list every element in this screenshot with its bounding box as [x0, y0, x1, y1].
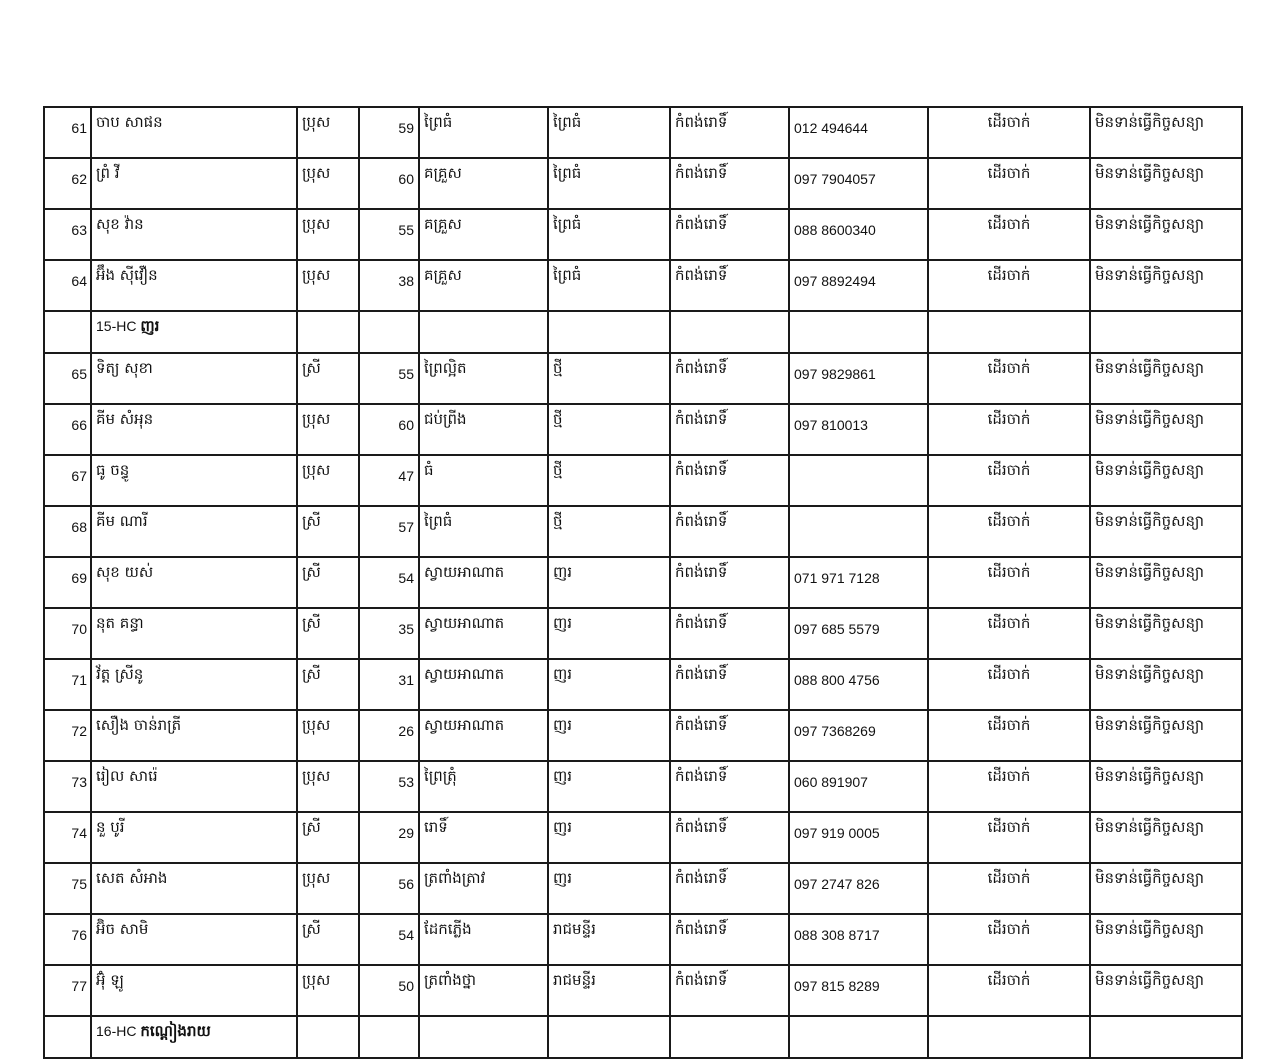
person-name: គីម ណារី — [91, 506, 297, 557]
person-name: សុខ យស់ — [91, 557, 297, 608]
sex-cell: ប្រុស — [297, 107, 359, 158]
village-cell: ព្រៃល្អិត — [419, 353, 548, 404]
district-cell: កំពង់រោទិ៍ — [670, 659, 789, 710]
person-name: ធូ ចន្ធូ — [91, 455, 297, 506]
sex-cell: ស្រី — [297, 608, 359, 659]
travel-cell: ដើរចាក់ — [928, 158, 1090, 209]
table-row — [44, 608, 1242, 659]
sex-cell: ប្រុស — [297, 863, 359, 914]
row-number: 68 — [44, 506, 91, 557]
phone-cell — [789, 506, 928, 557]
district-cell: កំពង់រោទិ៍ — [670, 557, 789, 608]
phone-cell: 097 9829861 — [789, 353, 928, 404]
travel-cell: ដើរចាក់ — [928, 914, 1090, 965]
commune-cell: ថ្មី — [548, 353, 670, 404]
travel-cell: ដើរចាក់ — [928, 209, 1090, 260]
age-cell — [359, 404, 419, 455]
commune-cell: រាជមន្ទីរ — [548, 965, 670, 1016]
empty-cell — [1090, 311, 1242, 353]
row-number: 73 — [44, 761, 91, 812]
sex-cell: ប្រុស — [297, 260, 359, 311]
village-cell: ត្រពាំងថ្នា — [419, 965, 548, 1016]
empty-cell — [548, 311, 670, 353]
village-cell: ស្វាយអាណាត — [419, 659, 548, 710]
age-cell — [359, 710, 419, 761]
status-cell: មិនទាន់ធ្វើកិច្ចសន្យា — [1090, 659, 1242, 710]
age-value: 35 — [398, 621, 414, 637]
person-name: ព្រំ វី — [91, 158, 297, 209]
age-cell — [359, 158, 419, 209]
age-cell — [359, 260, 419, 311]
status-cell: មិនទាន់ធ្វើកិច្ចសន្យា — [1090, 404, 1242, 455]
village-cell: គគ្រួស — [419, 158, 548, 209]
empty-cell — [670, 1016, 789, 1058]
sex-cell: ស្រី — [297, 812, 359, 863]
age-cell — [359, 455, 419, 506]
sex-cell: ប្រុស — [297, 965, 359, 1016]
phone-cell: 097 685 5579 — [789, 608, 928, 659]
table-row — [44, 914, 1242, 965]
travel-cell: ដើរចាក់ — [928, 710, 1090, 761]
phone-cell: 097 7368269 — [789, 710, 928, 761]
status-cell: មិនទាន់ធ្វើកិច្ចសន្យា — [1090, 710, 1242, 761]
section-header-row — [44, 1016, 1242, 1058]
phone-cell: 088 800 4756 — [789, 659, 928, 710]
age-value: 57 — [398, 519, 414, 535]
district-cell: កំពង់រោទិ៍ — [670, 761, 789, 812]
section-place: ញរ — [140, 317, 160, 335]
table-row — [44, 761, 1242, 812]
age-cell — [359, 353, 419, 404]
village-cell: រោទិ៍ — [419, 812, 548, 863]
village-cell: ស្វាយអាណាត — [419, 608, 548, 659]
village-cell: ស្វាយអាណាត — [419, 557, 548, 608]
registry-table-body — [44, 107, 1242, 1058]
village-cell: គគ្រួស — [419, 260, 548, 311]
district-cell: កំពង់រោទិ៍ — [670, 965, 789, 1016]
table-row — [44, 812, 1242, 863]
table-row — [44, 455, 1242, 506]
sex-cell: ស្រី — [297, 659, 359, 710]
district-cell: កំពង់រោទិ៍ — [670, 608, 789, 659]
age-value: 60 — [398, 171, 414, 187]
travel-cell: ដើរចាក់ — [928, 659, 1090, 710]
table-row — [44, 863, 1242, 914]
table-row — [44, 506, 1242, 557]
commune-cell: ញរ — [548, 608, 670, 659]
row-number: 74 — [44, 812, 91, 863]
district-cell: កំពង់រោទិ៍ — [670, 914, 789, 965]
empty-cell — [359, 311, 419, 353]
travel-cell: ដើរចាក់ — [928, 260, 1090, 311]
person-name: អ៊ុំ ឡូ — [91, 965, 297, 1016]
person-name: ចាប សាផន — [91, 107, 297, 158]
table-row — [44, 209, 1242, 260]
row-number: 67 — [44, 455, 91, 506]
phone-cell: 097 815 8289 — [789, 965, 928, 1016]
empty-cell — [297, 1016, 359, 1058]
person-name: វ័ត្ត ស្រីនូ — [91, 659, 297, 710]
commune-cell: ព្រៃធំ — [548, 260, 670, 311]
age-value: 55 — [398, 366, 414, 382]
phone-cell: 097 8892494 — [789, 260, 928, 311]
section-header-row — [44, 311, 1242, 353]
age-cell — [359, 761, 419, 812]
status-cell: មិនទាន់ធ្វើកិច្ចសន្យា — [1090, 812, 1242, 863]
row-number: 63 — [44, 209, 91, 260]
table-row — [44, 710, 1242, 761]
status-cell: មិនទាន់ធ្វើកិច្ចសន្យា — [1090, 506, 1242, 557]
row-number: 77 — [44, 965, 91, 1016]
person-name: ទិត្យ សុខា — [91, 353, 297, 404]
phone-cell: 097 7904057 — [789, 158, 928, 209]
sex-cell: ប្រុស — [297, 455, 359, 506]
travel-cell: ដើរចាក់ — [928, 812, 1090, 863]
district-cell: កំពង់រោទិ៍ — [670, 404, 789, 455]
empty-cell — [928, 311, 1090, 353]
status-cell: មិនទាន់ធ្វើកិច្ចសន្យា — [1090, 353, 1242, 404]
empty-cell — [928, 1016, 1090, 1058]
age-cell — [359, 914, 419, 965]
status-cell: មិនទាន់ធ្វើកិច្ចសន្យា — [1090, 209, 1242, 260]
table-row — [44, 353, 1242, 404]
travel-cell: ដើរចាក់ — [928, 353, 1090, 404]
age-value: 59 — [398, 120, 414, 136]
table-row — [44, 404, 1242, 455]
village-cell: ដែកភ្លើង — [419, 914, 548, 965]
district-cell: កំពង់រោទិ៍ — [670, 710, 789, 761]
sex-cell: ស្រី — [297, 506, 359, 557]
village-cell: គគ្រួស — [419, 209, 548, 260]
commune-cell: ញរ — [548, 761, 670, 812]
age-value: 38 — [398, 273, 414, 289]
table-row — [44, 557, 1242, 608]
section-place: កណ្ដៀងរាយ — [140, 1022, 211, 1040]
empty-cell — [1090, 1016, 1242, 1058]
travel-cell: ដើរចាក់ — [928, 107, 1090, 158]
status-cell: មិនទាន់ធ្វើកិច្ចសន្យា — [1090, 557, 1242, 608]
section-label — [91, 1016, 297, 1058]
empty-cell — [44, 1016, 91, 1058]
phone-cell: 060 891907 — [789, 761, 928, 812]
row-number: 69 — [44, 557, 91, 608]
section-code: 15-HC — [96, 318, 137, 334]
travel-cell: ដើរចាក់ — [928, 455, 1090, 506]
age-cell — [359, 608, 419, 659]
age-cell — [359, 107, 419, 158]
sex-cell: ប្រុស — [297, 158, 359, 209]
village-cell: ព្រៃធំ — [419, 107, 548, 158]
commune-cell: រាជមន្ទីរ — [548, 914, 670, 965]
table-row — [44, 965, 1242, 1016]
sex-cell: ប្រុស — [297, 761, 359, 812]
row-number: 71 — [44, 659, 91, 710]
person-name: នួ បូរី — [91, 812, 297, 863]
district-cell: កំពង់រោទិ៍ — [670, 812, 789, 863]
section-code: 16-HC — [96, 1023, 137, 1039]
commune-cell: ញរ — [548, 812, 670, 863]
village-cell: ព្រៃត្រុំ — [419, 761, 548, 812]
age-cell — [359, 557, 419, 608]
commune-cell: ព្រៃធំ — [548, 158, 670, 209]
registry-table — [43, 106, 1243, 1059]
district-cell: កំពង់រោទិ៍ — [670, 455, 789, 506]
age-value: 53 — [398, 774, 414, 790]
status-cell: មិនទាន់ធ្វើកិច្ចសន្យា — [1090, 761, 1242, 812]
sex-cell: ប្រុស — [297, 209, 359, 260]
empty-cell — [670, 311, 789, 353]
phone-cell: 088 8600340 — [789, 209, 928, 260]
commune-cell: ថ្មី — [548, 455, 670, 506]
status-cell: មិនទាន់ធ្វើកិច្ចសន្យា — [1090, 608, 1242, 659]
status-cell: មិនទាន់ធ្វើកិច្ចសន្យា — [1090, 455, 1242, 506]
commune-cell: ញរ — [548, 659, 670, 710]
village-cell: ធំ — [419, 455, 548, 506]
travel-cell: ដើរចាក់ — [928, 761, 1090, 812]
empty-cell — [548, 1016, 670, 1058]
row-number: 65 — [44, 353, 91, 404]
commune-cell: ញរ — [548, 710, 670, 761]
person-name: សេត សំអាង — [91, 863, 297, 914]
person-name: សុខ វ៉ាន — [91, 209, 297, 260]
person-name: សឿង ចាន់រាត្រី — [91, 710, 297, 761]
empty-cell — [359, 1016, 419, 1058]
commune-cell: ថ្មី — [548, 506, 670, 557]
sex-cell: ប្រុស — [297, 710, 359, 761]
row-number: 70 — [44, 608, 91, 659]
phone-cell: 088 308 8717 — [789, 914, 928, 965]
empty-cell — [789, 311, 928, 353]
age-value: 56 — [398, 876, 414, 892]
row-number: 62 — [44, 158, 91, 209]
person-name: អ៊ឹង ស៊ីវឿន — [91, 260, 297, 311]
age-value: 54 — [398, 570, 414, 586]
travel-cell: ដើរចាក់ — [928, 404, 1090, 455]
district-cell: កំពង់រោទិ៍ — [670, 209, 789, 260]
row-number: 64 — [44, 260, 91, 311]
phone-cell: 097 810013 — [789, 404, 928, 455]
empty-cell — [419, 311, 548, 353]
age-value: 60 — [398, 417, 414, 433]
table-row — [44, 158, 1242, 209]
empty-cell — [419, 1016, 548, 1058]
age-value: 55 — [398, 222, 414, 238]
age-value: 31 — [398, 672, 414, 688]
district-cell: កំពង់រោទិ៍ — [670, 863, 789, 914]
age-value: 54 — [398, 927, 414, 943]
status-cell: មិនទាន់ធ្វើកិច្ចសន្យា — [1090, 863, 1242, 914]
age-cell — [359, 965, 419, 1016]
row-number: 76 — [44, 914, 91, 965]
sex-cell: ស្រី — [297, 557, 359, 608]
section-label — [91, 311, 297, 353]
status-cell: មិនទាន់ធ្វើកិច្ចសន្យា — [1090, 965, 1242, 1016]
status-cell: មិនទាន់ធ្វើកិច្ចសន្យា — [1090, 158, 1242, 209]
age-value: 26 — [398, 723, 414, 739]
phone-cell — [789, 455, 928, 506]
person-name: នុត គន្ធា — [91, 608, 297, 659]
empty-cell — [789, 1016, 928, 1058]
village-cell: ត្រពាំងត្រាវ — [419, 863, 548, 914]
commune-cell: ញរ — [548, 557, 670, 608]
row-number: 72 — [44, 710, 91, 761]
age-value: 50 — [398, 978, 414, 994]
phone-cell: 097 919 0005 — [789, 812, 928, 863]
row-number: 75 — [44, 863, 91, 914]
table-row — [44, 107, 1242, 158]
travel-cell: ដើរចាក់ — [928, 965, 1090, 1016]
age-cell — [359, 863, 419, 914]
age-cell — [359, 209, 419, 260]
village-cell: ព្រៃធំ — [419, 506, 548, 557]
phone-cell: 071 971 7128 — [789, 557, 928, 608]
empty-cell — [44, 311, 91, 353]
phone-cell: 012 494644 — [789, 107, 928, 158]
person-name: រៀល សារ៉េ — [91, 761, 297, 812]
district-cell: កំពង់រោទិ៍ — [670, 506, 789, 557]
table-row — [44, 260, 1242, 311]
travel-cell: ដើរចាក់ — [928, 557, 1090, 608]
phone-cell: 097 2747 826 — [789, 863, 928, 914]
age-cell — [359, 812, 419, 863]
age-value: 47 — [398, 468, 414, 484]
travel-cell: ដើរចាក់ — [928, 863, 1090, 914]
age-cell — [359, 506, 419, 557]
row-number: 66 — [44, 404, 91, 455]
commune-cell: ញរ — [548, 863, 670, 914]
district-cell: កំពង់រោទិ៍ — [670, 158, 789, 209]
status-cell: មិនទាន់ធ្វើកិច្ចសន្យា — [1090, 914, 1242, 965]
commune-cell: ថ្មី — [548, 404, 670, 455]
district-cell: កំពង់រោទិ៍ — [670, 353, 789, 404]
travel-cell: ដើរចាក់ — [928, 608, 1090, 659]
sex-cell: ស្រី — [297, 914, 359, 965]
row-number: 61 — [44, 107, 91, 158]
person-name: អ៊ិច សាមិ — [91, 914, 297, 965]
district-cell: កំពង់រោទិ៍ — [670, 260, 789, 311]
age-value: 29 — [398, 825, 414, 841]
status-cell: មិនទាន់ធ្វើកិច្ចសន្យា — [1090, 107, 1242, 158]
village-cell: ជប់ព្រីង — [419, 404, 548, 455]
empty-cell — [297, 311, 359, 353]
travel-cell: ដើរចាក់ — [928, 506, 1090, 557]
table-row — [44, 659, 1242, 710]
commune-cell: ព្រៃធំ — [548, 209, 670, 260]
commune-cell: ព្រៃធំ — [548, 107, 670, 158]
sex-cell: ប្រុស — [297, 404, 359, 455]
sex-cell: ស្រី — [297, 353, 359, 404]
village-cell: ស្វាយអាណាត — [419, 710, 548, 761]
age-cell — [359, 659, 419, 710]
person-name: គីម សំអុន — [91, 404, 297, 455]
status-cell: មិនទាន់ធ្វើកិច្ចសន្យា — [1090, 260, 1242, 311]
district-cell: កំពង់រោទិ៍ — [670, 107, 789, 158]
